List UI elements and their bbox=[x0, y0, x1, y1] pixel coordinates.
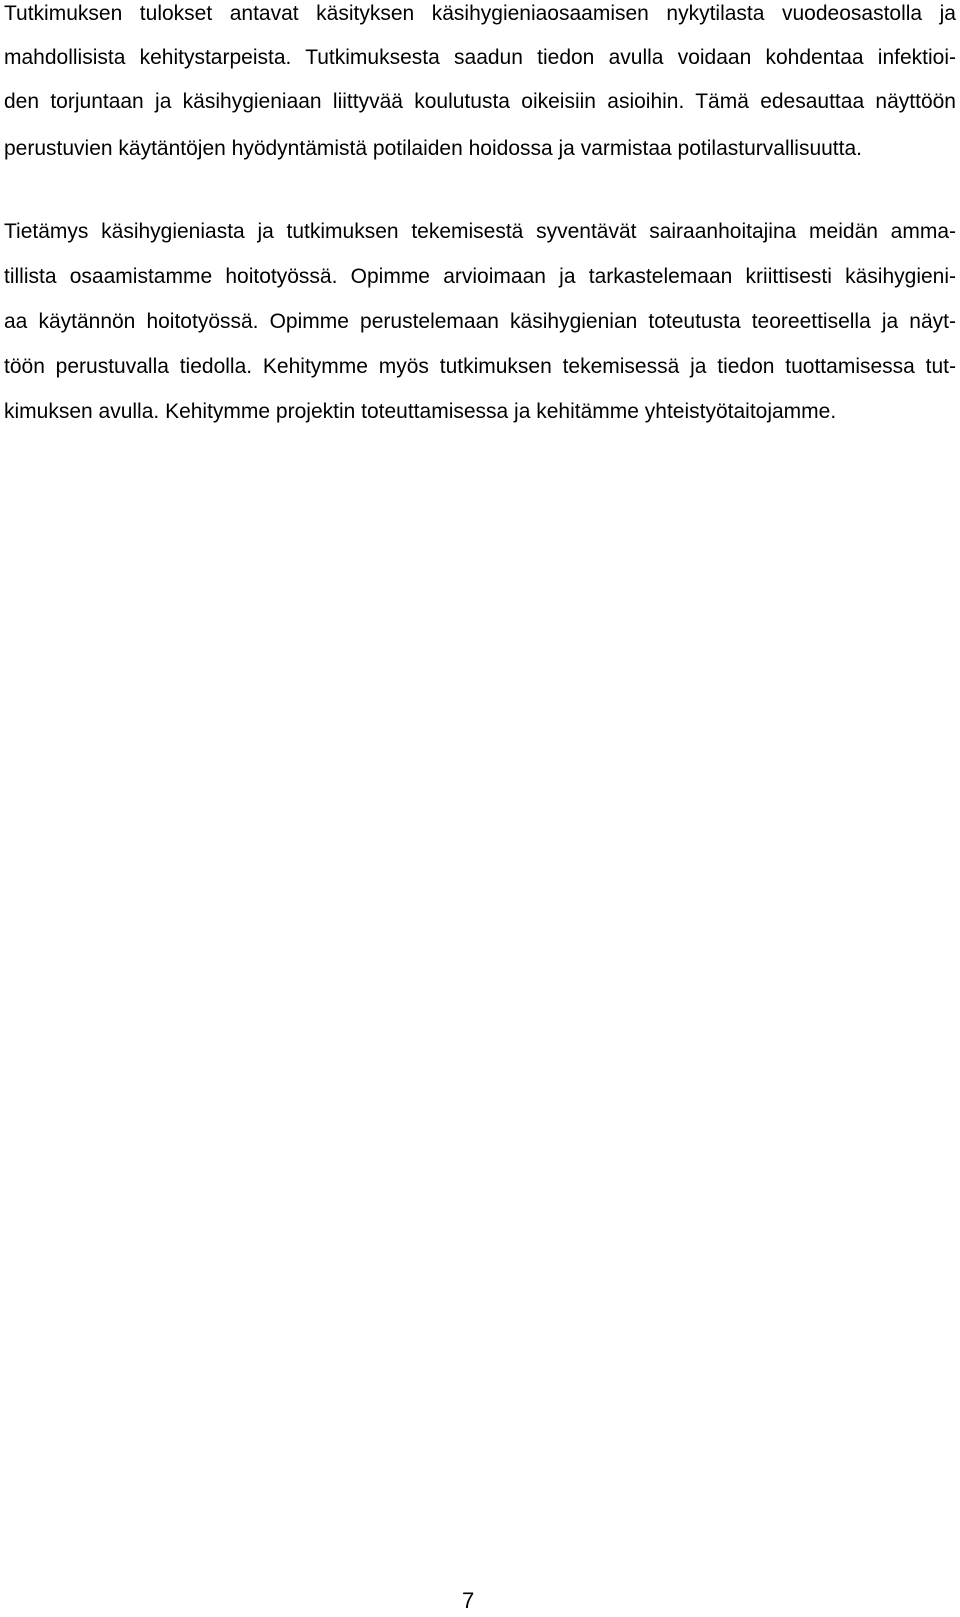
paragraph-1-line-1: Tutkimuksen tulokset antavat käsityksen käsihygieniaosaamisen nykytilasta vuodeosastolla ja bbox=[4, 2, 956, 25]
paragraph-1-line-3: den torjuntaan ja käsihygieniaan liittyvää koulutusta oikeisiin asioihin. Tämä edesauttaa näyttöön bbox=[4, 90, 956, 113]
paragraph-2-line-2: tillista osaamistamme hoitotyössä. Opimme arvioimaan ja tarkastelemaan kriittisesti käsihygieni- bbox=[4, 265, 956, 288]
paragraph-1-line-4: perustuvien käytäntöjen hyödyntämistä potilaiden hoidossa ja varmistaa potilasturvallisuutta. bbox=[4, 137, 862, 160]
paragraph-2-line-1: Tietämys käsihygieniasta ja tutkimuksen tekemisestä syventävät sairaanhoitajina meidän amma- bbox=[4, 220, 956, 243]
paragraph-2-line-4: töön perustuvalla tiedolla. Kehitymme myös tutkimuksen tekemisessä ja tiedon tuottamisessa tut- bbox=[4, 355, 956, 378]
paragraph-1-line-2: mahdollisista kehitystarpeista. Tutkimuksesta saadun tiedon avulla voidaan kohdentaa infektioi- bbox=[4, 46, 956, 69]
paragraph-2-line-3: aa käytännön hoitotyössä. Opimme perustelemaan käsihygienian toteutusta teoreettisella ja näyt- bbox=[4, 310, 956, 333]
paragraph-2-line-5: kimuksen avulla. Kehitymme projektin toteuttamisessa ja kehitämme yhteistyötaitojamme. bbox=[4, 400, 837, 423]
page-number: 7 bbox=[462, 1588, 475, 1613]
